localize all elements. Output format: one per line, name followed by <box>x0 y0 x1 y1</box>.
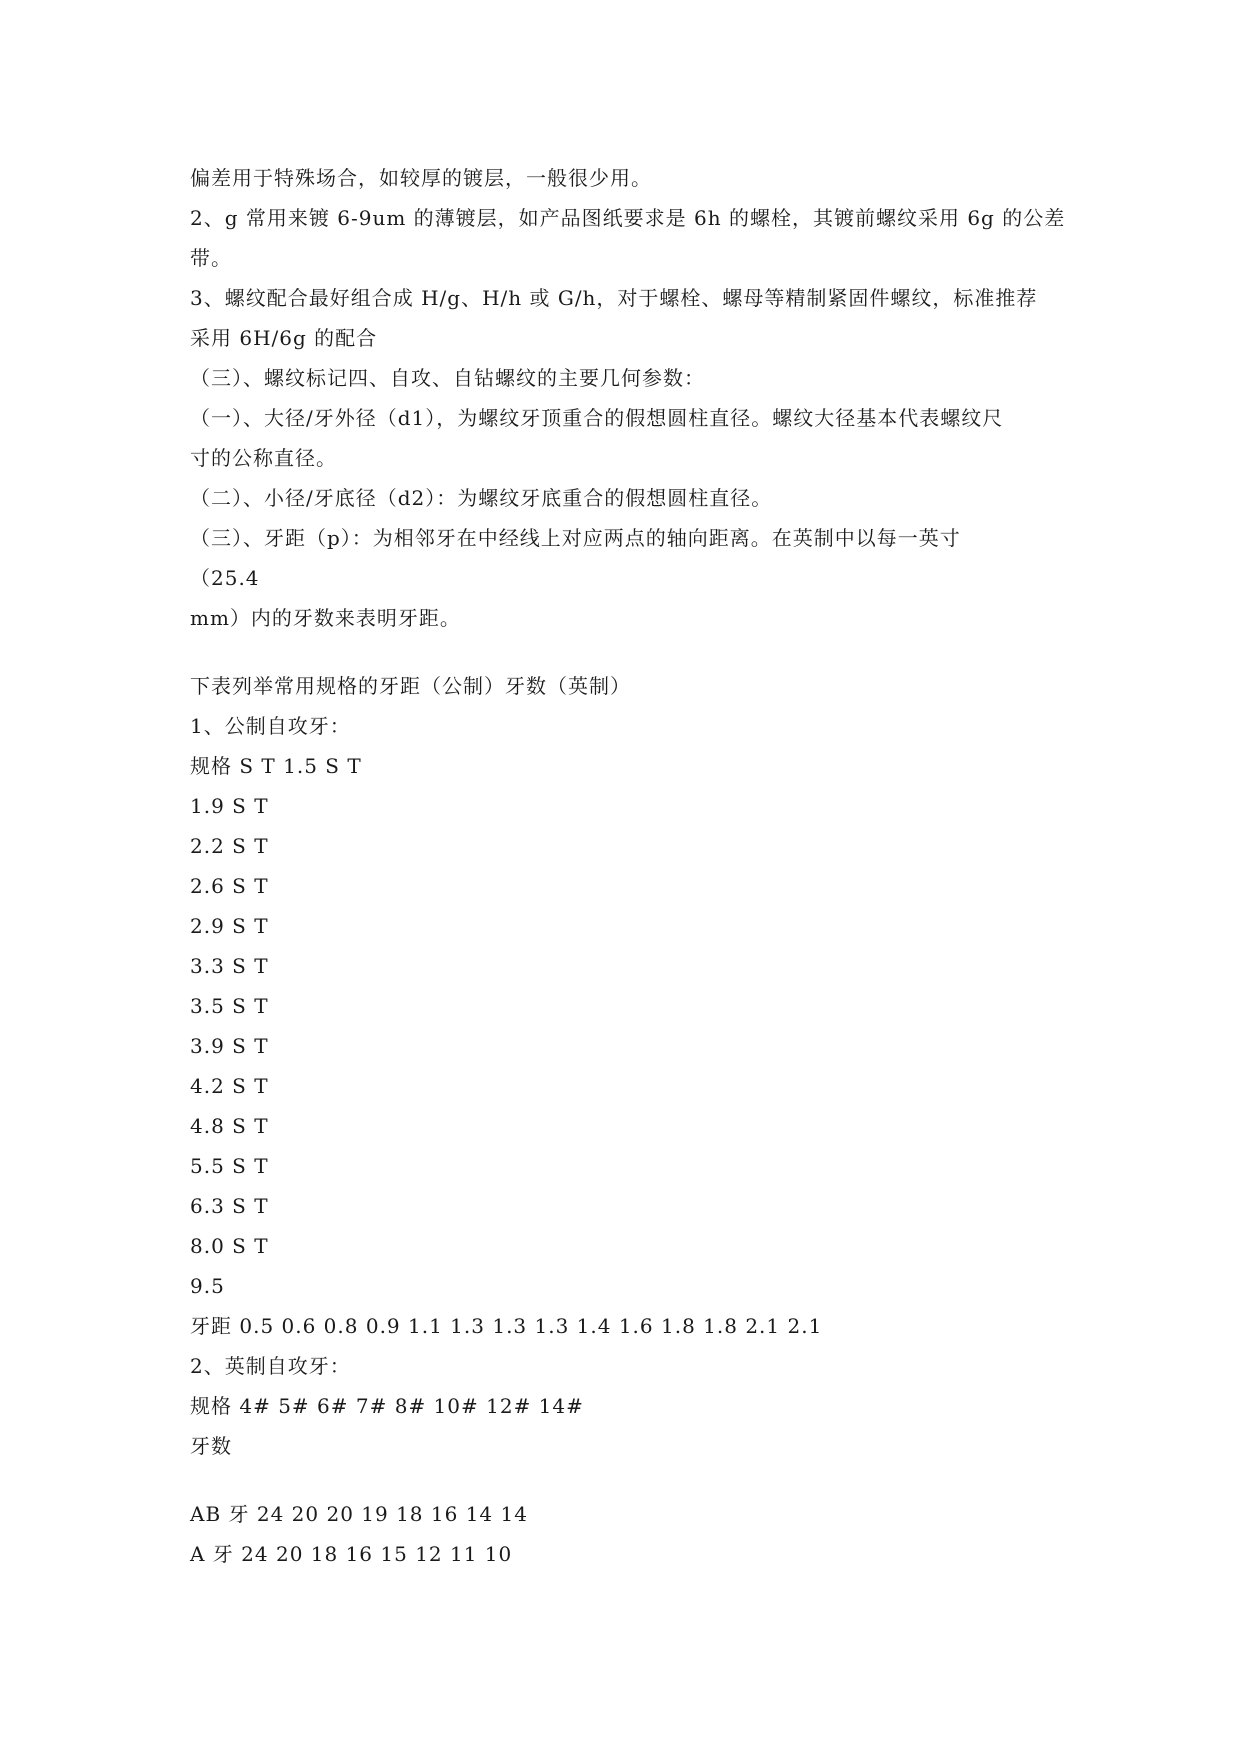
blank-line <box>190 638 1060 666</box>
spec-row: 3.3 S T <box>190 954 269 978</box>
paragraph-line: mm）内的牙数来表明牙距。 <box>190 606 461 630</box>
spec-row: 2.6 S T <box>190 874 269 898</box>
paragraph-line: （一）、大径/牙外径（d1），为螺纹牙顶重合的假想圆柱直径。螺纹大径基本代表螺纹尺 <box>190 406 1004 430</box>
spec-row: 9.5 <box>190 1274 225 1298</box>
paragraph-line: 3、螺纹配合最好组合成 H/g、H/h 或 G/h，对于螺栓、螺母等精制紧固件螺纹，标准推荐 <box>190 286 1038 310</box>
spec-row: 8.0 S T <box>190 1234 269 1258</box>
pitch-row: 牙距 0.5 0.6 0.8 0.9 1.1 1.3 1.3 1.3 1.4 1.6 1.8 1.8 2.1 2.1 <box>190 1314 823 1338</box>
spec-row: 5.5 S T <box>190 1154 269 1178</box>
spec-row: 3.9 S T <box>190 1034 269 1058</box>
section-heading: （三）、螺纹标记四、自攻、自钻螺纹的主要几何参数： <box>190 366 705 390</box>
spec-row: 6.3 S T <box>190 1194 269 1218</box>
paragraph-line: （三）、牙距（p）：为相邻牙在中经线上对应两点的轴向距离。在英制中以每一英寸 <box>190 526 961 550</box>
thread-count-row: A 牙 24 20 18 16 15 12 11 10 <box>190 1542 513 1566</box>
list-heading: 1、公制自攻牙： <box>190 714 351 738</box>
paragraph-line: 寸的公称直径。 <box>190 446 337 470</box>
spec-row: 2.9 S T <box>190 914 269 938</box>
list-heading: 2、英制自攻牙： <box>190 1354 351 1378</box>
spec-row: 规格 S T 1.5 S T <box>190 754 362 778</box>
paragraph-line: 2、g 常用来镀 6-9um 的薄镀层，如产品图纸要求是 6h 的螺栓，其镀前螺纹采用 6g 的公差 <box>190 206 1066 230</box>
spec-row: 3.5 S T <box>190 994 269 1018</box>
paragraph-line: 偏差用于特殊场合，如较厚的镀层，一般很少用。 <box>190 166 652 190</box>
paragraph-line: （二）、小径/牙底径（d2）：为螺纹牙底重合的假想圆柱直径。 <box>190 486 773 510</box>
blank-line <box>190 1466 1060 1494</box>
thread-count-row: AB 牙 24 20 20 19 18 16 14 14 <box>190 1502 528 1526</box>
spec-row: 牙数 <box>190 1434 232 1458</box>
spec-row: 4.2 S T <box>190 1074 269 1098</box>
spec-row: 4.8 S T <box>190 1114 269 1138</box>
table-caption: 下表列举常用规格的牙距（公制）牙数（英制） <box>190 674 631 698</box>
paragraph-line: 采用 6H/6g 的配合 <box>190 326 378 350</box>
paragraph-line: （25.4 <box>190 566 260 590</box>
spec-row: 规格 4# 5# 6# 7# 8# 10# 12# 14# <box>190 1394 584 1418</box>
spec-row: 2.2 S T <box>190 834 269 858</box>
document-body <box>190 158 1066 1574</box>
spec-row: 1.9 S T <box>190 794 269 818</box>
paragraph-line: 带。 <box>190 246 232 270</box>
